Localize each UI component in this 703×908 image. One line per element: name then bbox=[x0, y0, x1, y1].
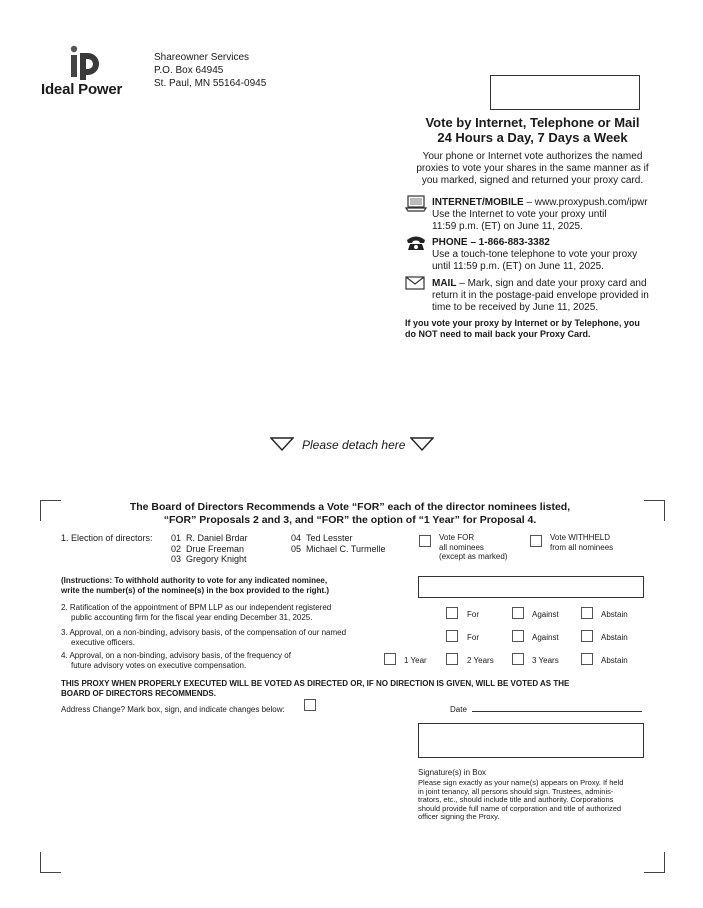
address-change-checkbox[interactable] bbox=[304, 699, 316, 711]
return-address bbox=[154, 51, 266, 90]
option-label: For bbox=[467, 633, 479, 642]
proposal-2-for-checkbox[interactable] bbox=[446, 607, 458, 619]
title-line-1: Vote by Internet, Telephone or Mail bbox=[425, 115, 640, 130]
online-vote-notice bbox=[405, 318, 670, 339]
intro-line: proxies to vote your shares in the same manner as if bbox=[416, 163, 649, 174]
nominee: 02 Drue Freeman bbox=[171, 543, 245, 554]
mail-line: – Mark, sign and date your proxy card and bbox=[456, 278, 647, 289]
control-number-box[interactable] bbox=[490, 75, 640, 110]
internet-url[interactable]: – www.proxypush.com/ipwr bbox=[523, 197, 648, 208]
laptop-icon bbox=[405, 195, 427, 213]
vote-withheld-checkbox[interactable] bbox=[530, 535, 542, 547]
proposal-3: 3. Approval, on a non-binding, advisory basis, of the compensation of our named executive officers. bbox=[61, 628, 347, 647]
proposal-2: 2. Ratification of the appointment of BPM LLP as our independent registered public accounting firm for the fiscal year ending December 31, 2025. bbox=[61, 603, 332, 622]
proposal-3-against-checkbox[interactable] bbox=[512, 630, 524, 642]
proposal-3-abstain-checkbox[interactable] bbox=[581, 630, 593, 642]
telephone-icon bbox=[406, 235, 426, 251]
crop-mark bbox=[644, 500, 665, 521]
proxy-statement: THIS PROXY WHEN PROPERLY EXECUTED WILL BE VOTED AS DIRECTED OR, IF NO DIRECTION IS GIVEN, WILL BE VOTED AS THE BOARD OF DIRECTORS RECOMMENDS. bbox=[61, 679, 570, 698]
notice-line: If you vote your proxy by Internet or by Telephone, you bbox=[405, 318, 640, 328]
title-line-2: 24 Hours a Day, 7 Days a Week bbox=[437, 130, 628, 145]
option-label: For bbox=[467, 610, 479, 619]
internet-line: 11:59 p.m. (ET) on June 11, 2025. bbox=[432, 221, 583, 232]
vote-withheld-label: Vote WITHHELD from all nominees bbox=[550, 533, 614, 552]
date-input-line[interactable] bbox=[472, 711, 642, 712]
proposal-3-for-checkbox[interactable] bbox=[446, 630, 458, 642]
recommend-line: “FOR” Proposals 2 and 3, and “FOR” the option of “1 Year” for Proposal 4. bbox=[163, 513, 537, 526]
internet-option bbox=[432, 197, 672, 233]
nominee: 03 Gregory Knight bbox=[171, 554, 247, 564]
option-label: Against bbox=[532, 610, 559, 619]
signature-box[interactable] bbox=[418, 723, 644, 758]
date-label: Date bbox=[450, 705, 467, 714]
vote-for-all-label: Vote FOR all nominees (except as marked) bbox=[439, 533, 508, 561]
option-label: Against bbox=[532, 633, 559, 642]
internet-heading: INTERNET/MOBILE bbox=[432, 197, 524, 208]
option-label: Abstain bbox=[601, 610, 628, 619]
option-label: 1 Year bbox=[404, 656, 427, 665]
nominee-list bbox=[171, 533, 248, 565]
address-change-label: Address Change? Mark box, sign, and indicate changes below: bbox=[61, 705, 285, 714]
withhold-nominee-input[interactable] bbox=[418, 576, 644, 598]
mail-line: return it in the postage-paid envelope provided in bbox=[432, 290, 649, 301]
option-label: Abstain bbox=[601, 633, 628, 642]
proposal-4-2-years-checkbox[interactable] bbox=[446, 653, 458, 665]
proposal-2-against-checkbox[interactable] bbox=[512, 607, 524, 619]
phone-line: Use a touch-tone telephone to vote your proxy bbox=[432, 249, 638, 260]
board-recommendation bbox=[70, 501, 630, 526]
intro-line: you marked, signed and returned your proxy card. bbox=[421, 175, 644, 186]
vote-for-all-checkbox[interactable] bbox=[419, 535, 431, 547]
mail-line: time to be received by June 11, 2025. bbox=[432, 302, 599, 313]
logo bbox=[40, 44, 135, 100]
proposal-2-abstain-checkbox[interactable] bbox=[581, 607, 593, 619]
option-label: 2 Years bbox=[467, 656, 494, 665]
arrow-down-icon bbox=[410, 437, 434, 451]
phone-heading[interactable]: PHONE – 1-866-883-3382 bbox=[432, 237, 550, 248]
nominee: 05 Michael C. Turmelle bbox=[291, 543, 386, 554]
election-label: 1. Election of directors: bbox=[61, 533, 153, 543]
address-line: P.O. Box 64945 bbox=[154, 65, 224, 76]
recommend-line: The Board of Directors Recommends a Vote “FOR” each of the director nominees listed, bbox=[129, 501, 571, 513]
intro-line: Your phone or Internet vote authorizes the named bbox=[422, 151, 643, 162]
nominee: 04 Ted Lesster bbox=[291, 533, 353, 543]
notice-line: do NOT need to mail back your Proxy Card. bbox=[405, 328, 591, 339]
signature-instructions: Please sign exactly as your name(s) appears on Proxy. If held in joint tenancy, all persons should sign. Trustees, adminis- trators, etc., should include title and authority. Corporations should provide full name of corporation and title of authorized officer signing the Proxy. bbox=[418, 778, 624, 821]
vote-panel-title bbox=[405, 115, 660, 145]
proposal-4-abstain-checkbox[interactable] bbox=[581, 653, 593, 665]
mail-heading: MAIL bbox=[432, 278, 457, 289]
logo-text: Ideal Power bbox=[41, 81, 123, 98]
option-label: 3 Years bbox=[532, 656, 559, 665]
internet-line: Use the Internet to vote your proxy until bbox=[432, 209, 607, 220]
proposal-4-1-year-checkbox[interactable] bbox=[384, 653, 396, 665]
detach-text: Please detach here bbox=[302, 438, 406, 452]
proposal-4: 4. Approval, on a non-binding, advisory basis, of the frequency of future advisory votes on executive compensation. bbox=[61, 651, 291, 670]
address-line: Shareowner Services bbox=[154, 52, 250, 63]
option-label: Abstain bbox=[601, 656, 628, 665]
envelope-icon bbox=[405, 276, 425, 290]
signature-label: Signature(s) in Box bbox=[418, 768, 487, 777]
phone-line: until 11:59 p.m. (ET) on June 11, 2025. bbox=[432, 261, 604, 272]
address-line: St. Paul, MN 55164-0945 bbox=[154, 78, 267, 89]
crop-mark bbox=[40, 500, 61, 521]
nominee: 01 R. Daniel Brdar bbox=[171, 533, 248, 543]
nominee-list bbox=[291, 533, 386, 554]
proposal-4-3-years-checkbox[interactable] bbox=[512, 653, 524, 665]
mail-option bbox=[432, 278, 672, 314]
crop-mark bbox=[40, 852, 61, 873]
withhold-instructions: (Instructions: To withhold authority to vote for any indicated nominee, write the number(s) of the nominee(s) in the box provided to the right.) bbox=[61, 576, 330, 595]
arrow-down-icon bbox=[270, 437, 294, 451]
phone-option bbox=[432, 237, 672, 273]
crop-mark bbox=[644, 852, 665, 873]
vote-intro bbox=[400, 151, 665, 187]
logo-mark-icon bbox=[40, 44, 135, 80]
